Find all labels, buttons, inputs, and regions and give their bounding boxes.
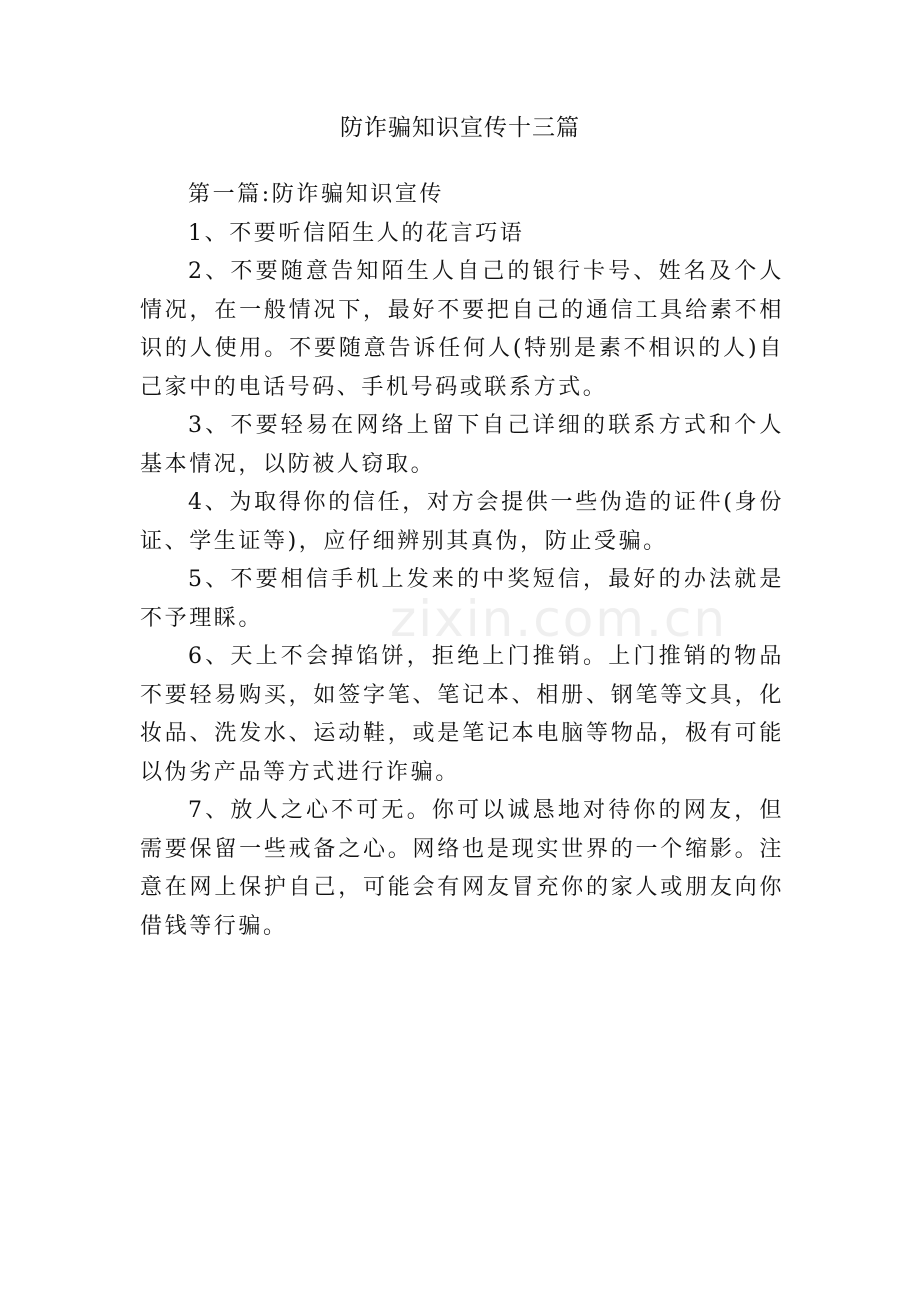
- paragraph-7: 7、放人之心不可无。你可以诚恳地对待你的网友，但需要保留一些戒备之心。网络也是现实世界的一个缩影。注意在网上保护自己，可能会有网友冒充你的家人或朋友向你借钱等行骗。: [140, 798, 784, 939]
- paragraph-5: 5、不要相信手机上发来的中奖短信，最好的办法就是不予理睬。: [140, 567, 784, 631]
- paragraph-2: 2、不要随意告知陌生人自己的银行卡号、姓名及个人情况，在一般情况下，最好不要把自己的通信工具给素不相识的人使用。不要随意告诉任何人(特别是素不相识的人)自己家中的电话号码、手机号码或联系方式。: [140, 259, 784, 400]
- document-body: [140, 176, 784, 946]
- section-heading: 第一篇:防诈骗知识宣传: [188, 182, 445, 207]
- paragraph-6: 6、天上不会掉馅饼，拒绝上门推销。上门推销的物品不要轻易购买，如签字笔、笔记本、相册、钢笔等文具，化妆品、洗发水、运动鞋，或是笔记本电脑等物品，极有可能以伪劣产品等方式进行诈骗。: [140, 644, 784, 785]
- paragraph-3: 3、不要轻易在网络上留下自己详细的联系方式和个人基本情况，以防被人窃取。: [140, 413, 784, 477]
- document-title: 防诈骗知识宣传十三篇: [340, 115, 580, 141]
- watermark: zixin.com.cn: [390, 590, 728, 648]
- paragraph-1: 1、不要听信陌生人的花言巧语: [188, 220, 525, 246]
- paragraph-4: 4、为取得你的信任，对方会提供一些伪造的证件(身份证、学生证等)，应仔细辨别其真伪，防止受骗。: [140, 490, 784, 554]
